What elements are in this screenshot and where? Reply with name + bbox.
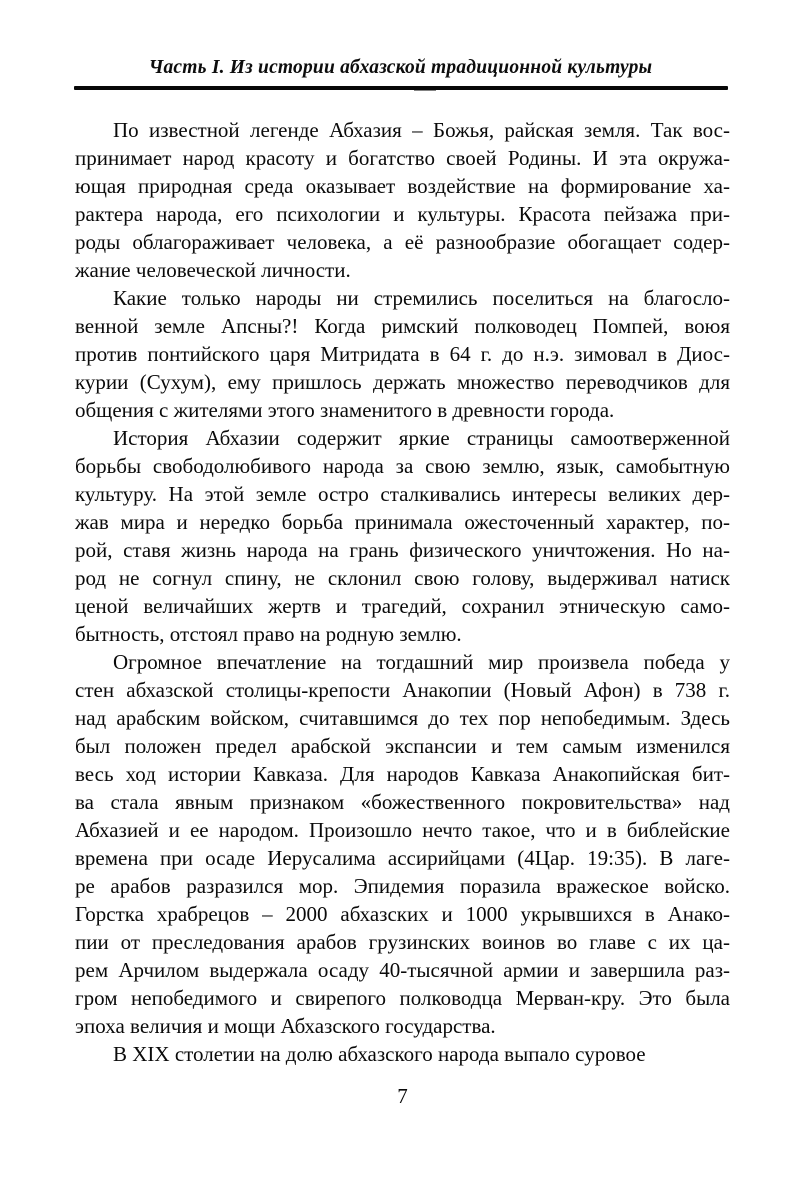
text-line: роды облагораживает человека, а её разнообразие обогащает содер- [75, 230, 730, 254]
page-number: 7 [397, 1084, 408, 1108]
text-line: против понтийского царя Митридата в 64 г. до н.э. зимовал в Диос- [75, 342, 730, 366]
text-line: Горстка храбрецов – 2000 абхазских и 1000 укрывшихся в Анако- [75, 902, 730, 926]
header-rule [74, 86, 728, 90]
paragraph [75, 648, 730, 1040]
text-line: был положен предел арабской экспансии и тем самым изменился [75, 734, 730, 758]
text-line: ре арабов разразился мор. Эпидемия поразила вражеское войско. [75, 874, 730, 898]
text-line: История Абхазии содержит яркие страницы самоотверженной [113, 426, 730, 450]
text-line: Огромное впечатление на тогдашний мир произвела победа у [113, 650, 730, 674]
text-line: рактера народа, его психологии и культуры. Красота пейзажа при- [75, 202, 730, 226]
text-line: ющая природная среда оказывает воздействие на формирование ха- [75, 174, 730, 198]
text-line: культуру. На этой земле остро сталкивались интересы великих дер- [75, 482, 730, 506]
text-line: жав мира и нередко борьба принимала ожесточенный характер, по- [75, 510, 730, 534]
text-line: принимает народ красоту и богатство своей Родины. И эта окружа- [75, 146, 730, 170]
text-line: В XIX столетии на долю абхазского народа выпало суровое [113, 1042, 646, 1066]
text-line: гром непобедимого и свирепого полководца Мерван-кру. Это была [75, 986, 730, 1010]
paragraph [75, 284, 730, 424]
text-line: времена при осаде Иерусалима ассирийцами (4Цар. 19:35). В лаге- [75, 846, 730, 870]
rule-scan-artifact [414, 89, 436, 91]
text-line: венной земле Апсны?! Когда римский полководец Помпей, воюя [75, 314, 730, 338]
text-line: бытность, отстоял право на родную землю. [75, 622, 462, 646]
paragraph [75, 1040, 730, 1068]
text-line: эпоха величия и мощи Абхазского государства. [75, 1014, 496, 1038]
text-line: пии от преследования арабов грузинских воинов во главе с их ца- [75, 930, 730, 954]
text-line: жание человеческой личности. [75, 258, 351, 282]
text-line: стен абхазской столицы-крепости Анакопии (Новый Афон) в 738 г. [75, 678, 730, 702]
text-line: курии (Сухум), ему пришлось держать множество переводчиков для [75, 370, 730, 394]
text-line: род не согнул спину, не склонил свою голову, выдерживал натиск [75, 566, 730, 590]
text-line: По известной легенде Абхазия – Божья, райская земля. Так вос- [113, 118, 730, 142]
page-body [75, 116, 730, 1068]
text-line: Какие только народы ни стремились поселиться на благосло- [113, 286, 730, 310]
text-line: борьбы свободолюбивого народа за свою землю, язык, самобытную [75, 454, 730, 478]
text-line: рем Арчилом выдержала осаду 40-тысячной армии и завершила раз- [75, 958, 730, 982]
text-line: Абхазией и ее народом. Произошло нечто такое, что и в библейские [75, 818, 730, 842]
text-line: над арабским войском, считавшимся до тех пор непобедимым. Здесь [75, 706, 730, 730]
paragraph [75, 116, 730, 284]
text-line: ценой величайших жертв и трагедий, сохранил этническую само- [75, 594, 730, 618]
text-line: ва стала явным признаком «божественного покровительства» над [75, 790, 730, 814]
text-line: рой, ставя жизнь народа на грань физического уничтожения. Но на- [75, 538, 730, 562]
text-line: общения с жителями этого знаменитого в древности города. [75, 398, 615, 422]
paragraph [75, 424, 730, 648]
running-header: Часть I. Из истории абхазской традиционной культуры [148, 57, 653, 78]
text-line: весь ход истории Кавказа. Для народов Кавказа Анакопийская бит- [75, 762, 730, 786]
